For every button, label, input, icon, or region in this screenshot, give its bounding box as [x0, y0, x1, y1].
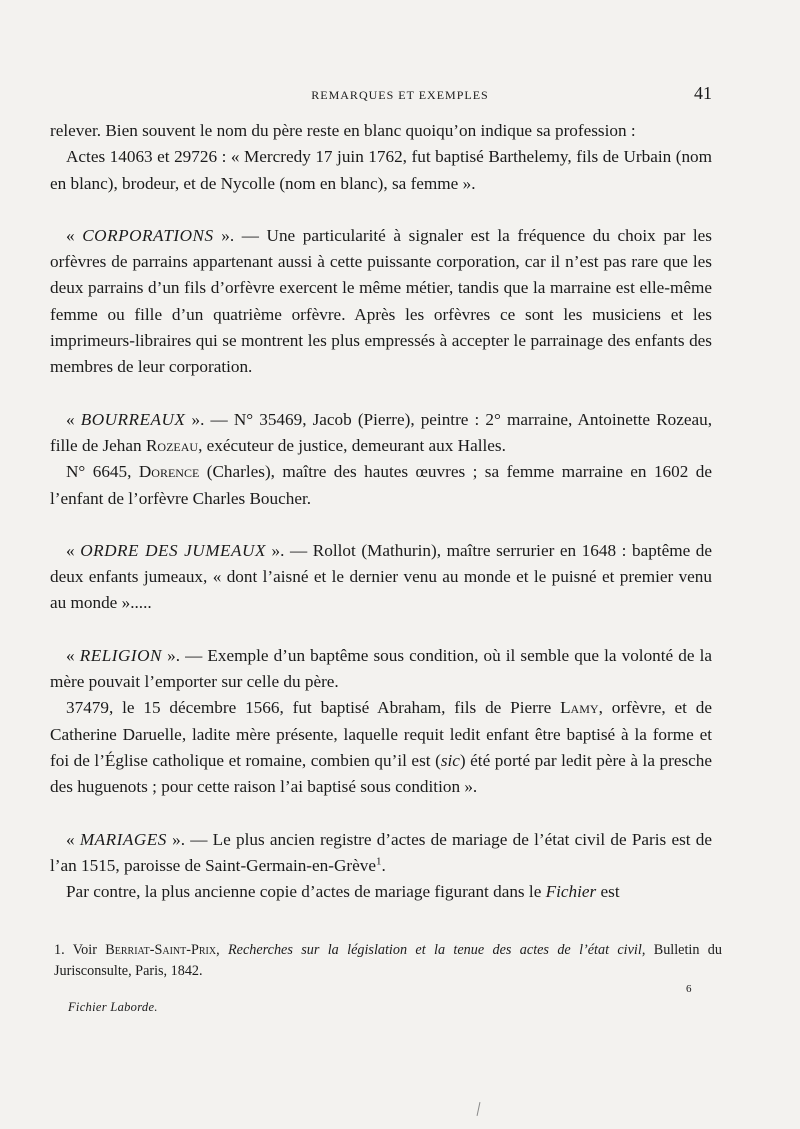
section-keyword: ORDRE DES JUMEAUX: [80, 540, 266, 560]
paragraph-text: .: [381, 855, 386, 875]
paragraph-text: ». — Rollot (Mathurin), maître serrurier en 1648 : baptême de deux enfants jumeaux, « dont l’aisné et le dernier venu au monde et le puisné et premier venu au monde ».....: [50, 540, 713, 613]
paragraph-text: ». — N° 35469, Jacob (Pierre), peintre : 2° marraine, Antoinette Rozeau, fille de Jehan: [50, 409, 713, 455]
paragraph-text: ». — Le plus ancien registre d’actes de mariage de l’état civil de Paris est de l’an 1515, paroisse de Saint-Germain-en-Grève: [50, 829, 712, 875]
open-quote: «: [66, 645, 80, 665]
footnote-title: Recherches sur la législation et la tenue des actes de l’état civil: [228, 942, 642, 958]
footnote-separator: ,: [216, 942, 229, 958]
paragraph-dorence: [50, 459, 712, 512]
stray-mark: [477, 1102, 481, 1116]
paragraph-religion: [50, 643, 712, 696]
open-quote: «: [66, 409, 81, 429]
paragraph-mariages: [50, 827, 712, 880]
footnote-number: 1. Voir: [54, 942, 106, 958]
body-text: [50, 118, 712, 905]
paragraph-text: , exécuteur de justice, demeurant aux Halles.: [198, 435, 506, 455]
paragraph-bourreaux: [50, 407, 712, 460]
paragraph-par-contre: [50, 879, 712, 905]
paragraph-text: ». — Exemple d’un baptême sous condition, où il semble que la volonté de la mère pouvait l’emporter sur celle du père.: [50, 645, 713, 692]
paragraph-corporations: [50, 223, 712, 381]
footnote-reference: 1: [375, 855, 382, 868]
footnotes: [54, 940, 722, 982]
open-quote: «: [66, 829, 80, 849]
section-keyword: MARIAGES: [79, 829, 167, 849]
section-keyword: CORPORATIONS: [82, 225, 214, 245]
surname: Lamy: [560, 698, 599, 718]
running-title: REMARQUES ET EXEMPLES: [311, 88, 489, 102]
paragraph-acts-example: Actes 14063 et 29726 : « Mercredy 17 juin 1762, fut baptisé Barthelemy, fils de Urbain (nom en blanc), brodeur, et de Nycolle (nom en blanc), sa femme ».: [50, 147, 712, 193]
section-keyword: BOURREAUX: [80, 409, 186, 429]
paragraph-text: ». — Une particularité à signaler est la fréquence du choix par les orfèvres de parrains appartenant aussi à cette puissante corporation, car il n’est pas rare que les deux parrains d’un fils d’orfèvre exercent le même métier, tandis que la marraine est elle-même femme ou fille d’un quatrième orfèvre. Après les orfèvres ce sont les musiciens et les imprimeurs-libraires qui se montrent les plus empressés à accepter le parrainage des enfants des membres de leur corporation.: [50, 225, 713, 377]
paragraph-text: N° 6645,: [66, 462, 139, 482]
paragraph-text: Par contre, la plus ancienne copie d’actes de mariage figurant dans le: [66, 882, 546, 902]
paragraph-text: 37479, le 15 décembre 1566, fut baptisé Abraham, fils de Pierre: [66, 698, 561, 718]
open-quote: «: [66, 225, 83, 245]
section-keyword: RELIGION: [79, 645, 162, 665]
fichier-title: Fichier: [545, 882, 597, 902]
footer-book-title: Fichier Laborde.: [68, 1000, 158, 1014]
paragraph-text: (Charles), maître des hautes œuvres ; sa femme marraine en 1602 de l’enfant de l’orfèvre Charles Boucher.: [50, 462, 712, 508]
footnote-author: Berriat-Saint-Prix: [105, 942, 217, 958]
footnote-text: , Bulletin du Jurisconsulte, Paris, 1842.: [54, 942, 722, 979]
sic-note: sic: [440, 750, 460, 770]
paragraph-jumeaux: [50, 538, 712, 617]
paragraph-text: est: [596, 882, 620, 902]
surname: Dorence: [138, 462, 200, 482]
signature-mark: 6: [686, 983, 692, 995]
paragraph-intro: relever. Bien souvent le nom du père reste en blanc quoiqu’on indique sa profession :: [50, 121, 636, 140]
paragraph-baptism-example: [50, 695, 712, 800]
surname: Rozeau: [145, 435, 199, 455]
paragraph-text: ) été porté par ledit père à la presche des huguenots ; pour cette raison l’ai baptisé sous condition ».: [50, 750, 712, 797]
open-quote: «: [66, 540, 81, 560]
page-number: 41: [694, 83, 712, 103]
paragraph-text: , orfèvre, et de Catherine Daruelle, ladite mère présente, laquelle requit ledit enfant être baptisé à la forme et foi de l’Église catholique et romaine, combien qu’il est (: [50, 698, 712, 770]
footnote-1: [54, 940, 722, 982]
